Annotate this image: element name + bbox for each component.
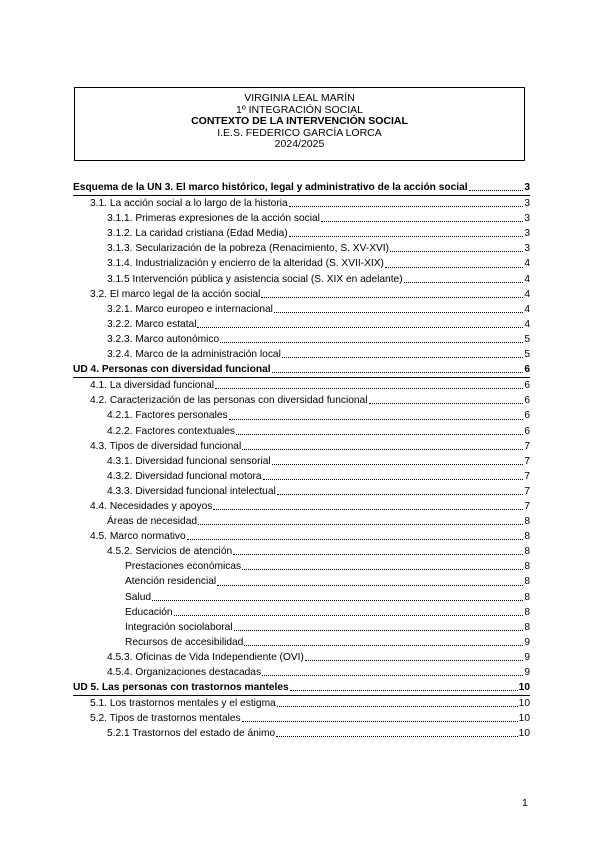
toc-entry-page: 10 bbox=[518, 728, 530, 740]
toc-entry[interactable] bbox=[73, 650, 530, 665]
toc-entry-label: 4.5.3. Oficinas de Vida Independiente (OVI) bbox=[107, 651, 304, 663]
toc-entry[interactable] bbox=[73, 408, 530, 423]
toc-dot-leader bbox=[282, 357, 523, 358]
toc-dot-leader bbox=[277, 494, 524, 495]
toc-entry-label: 4.4. Necesidades y apoyos bbox=[90, 500, 213, 512]
toc-entry[interactable] bbox=[73, 544, 530, 559]
toc-entry[interactable] bbox=[73, 302, 530, 317]
toc-entry[interactable] bbox=[73, 665, 530, 680]
toc-entry-label: 4.3.1. Diversidad funcional sensorial bbox=[107, 455, 271, 467]
toc-entry-label: Atención residencial bbox=[125, 576, 217, 588]
toc-entry-page: 8 bbox=[524, 576, 530, 588]
toc-entry-label: 3.2.1. Marco europeo e internacional bbox=[107, 303, 273, 315]
toc-dot-leader bbox=[220, 342, 523, 343]
author-name: VIRGINIA LEAL MARÍN bbox=[244, 92, 355, 104]
toc-dot-leader bbox=[262, 675, 523, 676]
toc-entry[interactable] bbox=[73, 559, 530, 574]
toc-entry-label: 5.2. Tipos de trastornos mentales bbox=[90, 713, 241, 725]
toc-entry-page: 10 bbox=[518, 698, 530, 710]
toc-entry-label: 4.5.2. Servicios de atención bbox=[107, 546, 233, 558]
toc-entry[interactable] bbox=[73, 696, 530, 711]
toc-entry-page: 6 bbox=[524, 364, 530, 376]
toc-entry-label: 4.5. Marco normativo bbox=[90, 531, 186, 543]
toc-entry-label: 3.1. La acción social a lo largo de la historia bbox=[90, 198, 288, 210]
toc-entry[interactable] bbox=[73, 514, 530, 529]
toc-entry-page: 6 bbox=[524, 380, 530, 392]
toc-entry[interactable] bbox=[73, 424, 530, 439]
toc-dot-leader bbox=[276, 736, 517, 737]
toc-dot-leader bbox=[242, 721, 518, 722]
toc-dot-leader bbox=[215, 388, 523, 389]
toc-dot-leader bbox=[469, 190, 524, 191]
toc-entry[interactable] bbox=[73, 226, 530, 241]
toc-dot-leader bbox=[242, 449, 523, 450]
toc-entry-label: 4.5.4. Organizaciones destacadas bbox=[107, 667, 262, 678]
toc-entry-label: UD 4. Personas con diversidad funcional bbox=[73, 364, 271, 376]
toc-dot-leader bbox=[242, 569, 523, 570]
toc-dot-leader bbox=[274, 312, 523, 313]
toc-entry-page: 3 bbox=[524, 228, 530, 240]
toc-entry-page: 7 bbox=[524, 500, 530, 512]
page-number: 1 bbox=[522, 797, 528, 809]
toc-entry[interactable] bbox=[73, 347, 530, 362]
toc-entry[interactable] bbox=[73, 180, 530, 196]
toc-entry-page: 6 bbox=[524, 410, 530, 422]
toc-entry-label: Integración sociolaboral bbox=[125, 621, 233, 633]
toc-entry-page: 8 bbox=[524, 621, 530, 633]
toc-entry-label: 3.2.2. Marco estatal bbox=[107, 318, 197, 330]
toc-dot-leader bbox=[198, 524, 523, 525]
toc-dot-leader bbox=[290, 690, 518, 691]
school-name: I.E.S. FEDERICO GARCÍA LORCA bbox=[217, 126, 382, 139]
document-header-box bbox=[74, 87, 525, 161]
toc-dot-leader bbox=[272, 372, 524, 373]
toc-entry[interactable] bbox=[73, 454, 530, 469]
toc-dot-leader bbox=[289, 236, 524, 237]
toc-entry-page: 9 bbox=[524, 636, 530, 648]
toc-dot-leader bbox=[236, 434, 523, 435]
toc-entry[interactable] bbox=[73, 332, 530, 347]
toc-entry[interactable] bbox=[73, 272, 530, 287]
toc-dot-leader bbox=[305, 660, 523, 661]
toc-entry-label: Esquema de la UN 3. El marco histórico, legal y administrativo de la acción social bbox=[73, 182, 468, 193]
toc-entry-page: 10 bbox=[518, 713, 530, 725]
toc-dot-leader bbox=[390, 251, 523, 252]
toc-dot-leader bbox=[174, 615, 524, 616]
toc-entry-label: UD 5. Las personas con trastornos manteles bbox=[73, 682, 289, 694]
toc-entry-page: 6 bbox=[524, 425, 530, 437]
toc-entry[interactable] bbox=[73, 287, 530, 302]
toc-entry-label: 3.1.1. Primeras expresiones de la acción social bbox=[107, 213, 320, 225]
toc-entry-page: 8 bbox=[524, 606, 530, 618]
toc-entry-page: 3 bbox=[524, 243, 530, 255]
toc-entry-label: 4.3.2. Diversidad funcional motora bbox=[107, 470, 262, 482]
toc-dot-leader bbox=[213, 509, 523, 510]
toc-entry-page: 5 bbox=[524, 333, 530, 345]
toc-entry[interactable] bbox=[73, 726, 530, 741]
toc-entry-label: 4.3.3. Diversidad funcional intelectual bbox=[107, 485, 276, 497]
toc-entry-label: 5.1. Los trastornos mentales y el estigma bbox=[90, 698, 276, 710]
toc-entry-label: 4.2. Caracterización de las personas con diversidad funcional bbox=[90, 395, 368, 407]
toc-entry[interactable] bbox=[73, 711, 530, 726]
toc-entry[interactable] bbox=[73, 499, 530, 514]
toc-entry-page: 8 bbox=[524, 591, 530, 603]
toc-dot-leader bbox=[217, 585, 523, 586]
toc-entry-label: 4.2.2. Factores contextuales bbox=[107, 425, 235, 437]
toc-dot-leader bbox=[263, 479, 524, 480]
toc-entry[interactable] bbox=[73, 680, 530, 696]
toc-entry-label: 3.1.4. Industrialización y encierro de la alteridad (S. XVII-XIX) bbox=[107, 258, 384, 270]
toc-entry[interactable] bbox=[73, 211, 530, 226]
toc-entry-label: 3.2. El marco legal de la acción social bbox=[90, 288, 261, 300]
toc-entry[interactable] bbox=[73, 620, 530, 635]
toc-entry-page: 5 bbox=[524, 349, 530, 361]
toc-entry[interactable] bbox=[73, 469, 530, 484]
toc-entry-page: 4 bbox=[524, 273, 530, 285]
toc-entry[interactable] bbox=[73, 439, 530, 454]
toc-entry-label: 3.2.3. Marco autonómico bbox=[107, 333, 220, 345]
toc-dot-leader bbox=[233, 554, 523, 555]
toc-entry-page: 4 bbox=[524, 288, 530, 300]
toc-dot-leader bbox=[197, 327, 523, 328]
toc-entry-page: 4 bbox=[524, 303, 530, 315]
academic-year: 2024/2025 bbox=[274, 138, 325, 151]
toc-entry-label: 4.1. La diversidad funcional bbox=[90, 380, 215, 392]
toc-entry-label: 3.1.2. La caridad cristiana (Edad Media) bbox=[107, 228, 288, 240]
toc-entry-page: 8 bbox=[524, 561, 530, 573]
toc-entry-page: 8 bbox=[524, 546, 530, 558]
toc-entry-label: 5.2.1 Trastornos del estado de ánimo bbox=[107, 728, 276, 740]
toc-entry-label: 3.1.3. Secularización de la pobreza (Renacimiento, S. XV-XVI) bbox=[107, 243, 390, 255]
toc-entry-label: 4.2.1. Factores personales bbox=[107, 410, 228, 422]
toc-entry[interactable] bbox=[73, 590, 530, 605]
toc-entry[interactable] bbox=[73, 317, 530, 332]
toc-entry-label: Prestaciones económicas bbox=[125, 561, 242, 573]
toc-entry-page: 7 bbox=[524, 470, 530, 482]
toc-dot-leader bbox=[404, 282, 524, 283]
toc-entry-page: 3 bbox=[524, 213, 530, 225]
toc-dot-leader bbox=[244, 645, 523, 646]
toc-entry-label: Recursos de accesibilidad bbox=[125, 636, 244, 648]
toc-entry[interactable] bbox=[73, 241, 530, 256]
toc-dot-leader bbox=[321, 221, 523, 222]
toc-entry-page: 7 bbox=[524, 455, 530, 467]
toc-entry[interactable] bbox=[73, 605, 530, 620]
toc-entry[interactable] bbox=[73, 256, 530, 271]
toc-dot-leader bbox=[369, 403, 524, 404]
toc-entry-page: 10 bbox=[518, 682, 530, 694]
toc-entry-page: 8 bbox=[524, 531, 530, 543]
toc-entry-page: 8 bbox=[524, 516, 530, 528]
toc-entry-page: 4 bbox=[524, 318, 530, 330]
toc-dot-leader bbox=[152, 600, 523, 601]
toc-entry[interactable] bbox=[73, 529, 530, 544]
toc-dot-leader bbox=[272, 464, 524, 465]
toc-entry-page: 7 bbox=[524, 485, 530, 497]
toc-entry[interactable] bbox=[73, 196, 530, 211]
toc-dot-leader bbox=[261, 297, 523, 298]
toc-entry-label: 3.2.4. Marco de la administración local bbox=[107, 349, 281, 361]
toc-entry-page: 3 bbox=[524, 198, 530, 210]
toc-entry-page: 6 bbox=[524, 395, 530, 407]
toc-entry-label: 4.3. Tipos de diversidad funcional bbox=[90, 440, 242, 452]
toc-entry[interactable] bbox=[73, 484, 530, 499]
toc-entry-page: 3 bbox=[524, 182, 530, 193]
toc-dot-leader bbox=[229, 419, 524, 420]
toc-entry-page: 9 bbox=[524, 651, 530, 663]
toc-entry[interactable] bbox=[73, 574, 530, 589]
table-of-contents bbox=[73, 180, 530, 741]
toc-entry-page: 9 bbox=[524, 667, 530, 678]
toc-entry[interactable] bbox=[73, 635, 530, 650]
toc-entry-page: 4 bbox=[524, 258, 530, 270]
toc-dot-leader bbox=[385, 267, 523, 268]
toc-entry-page: 7 bbox=[524, 440, 530, 452]
toc-dot-leader bbox=[277, 706, 518, 707]
toc-dot-leader bbox=[187, 539, 524, 540]
toc-entry-label: Educación bbox=[125, 606, 173, 618]
toc-entry[interactable] bbox=[73, 362, 530, 378]
toc-entry[interactable] bbox=[73, 393, 530, 408]
toc-dot-leader bbox=[289, 206, 524, 207]
course-name: 1º INTEGRACIÓN SOCIAL bbox=[236, 103, 363, 116]
toc-entry[interactable] bbox=[73, 378, 530, 393]
toc-dot-leader bbox=[234, 630, 524, 631]
toc-entry-label: Áreas de necesidad bbox=[107, 516, 198, 528]
toc-entry-label: 3.1.5 Intervención pública y asistencia social (S. XIX en adelante) bbox=[107, 273, 403, 285]
subject-title: CONTEXTO DE LA INTERVENCIÓN SOCIAL bbox=[191, 115, 408, 128]
toc-entry-label: Salud bbox=[125, 591, 152, 603]
